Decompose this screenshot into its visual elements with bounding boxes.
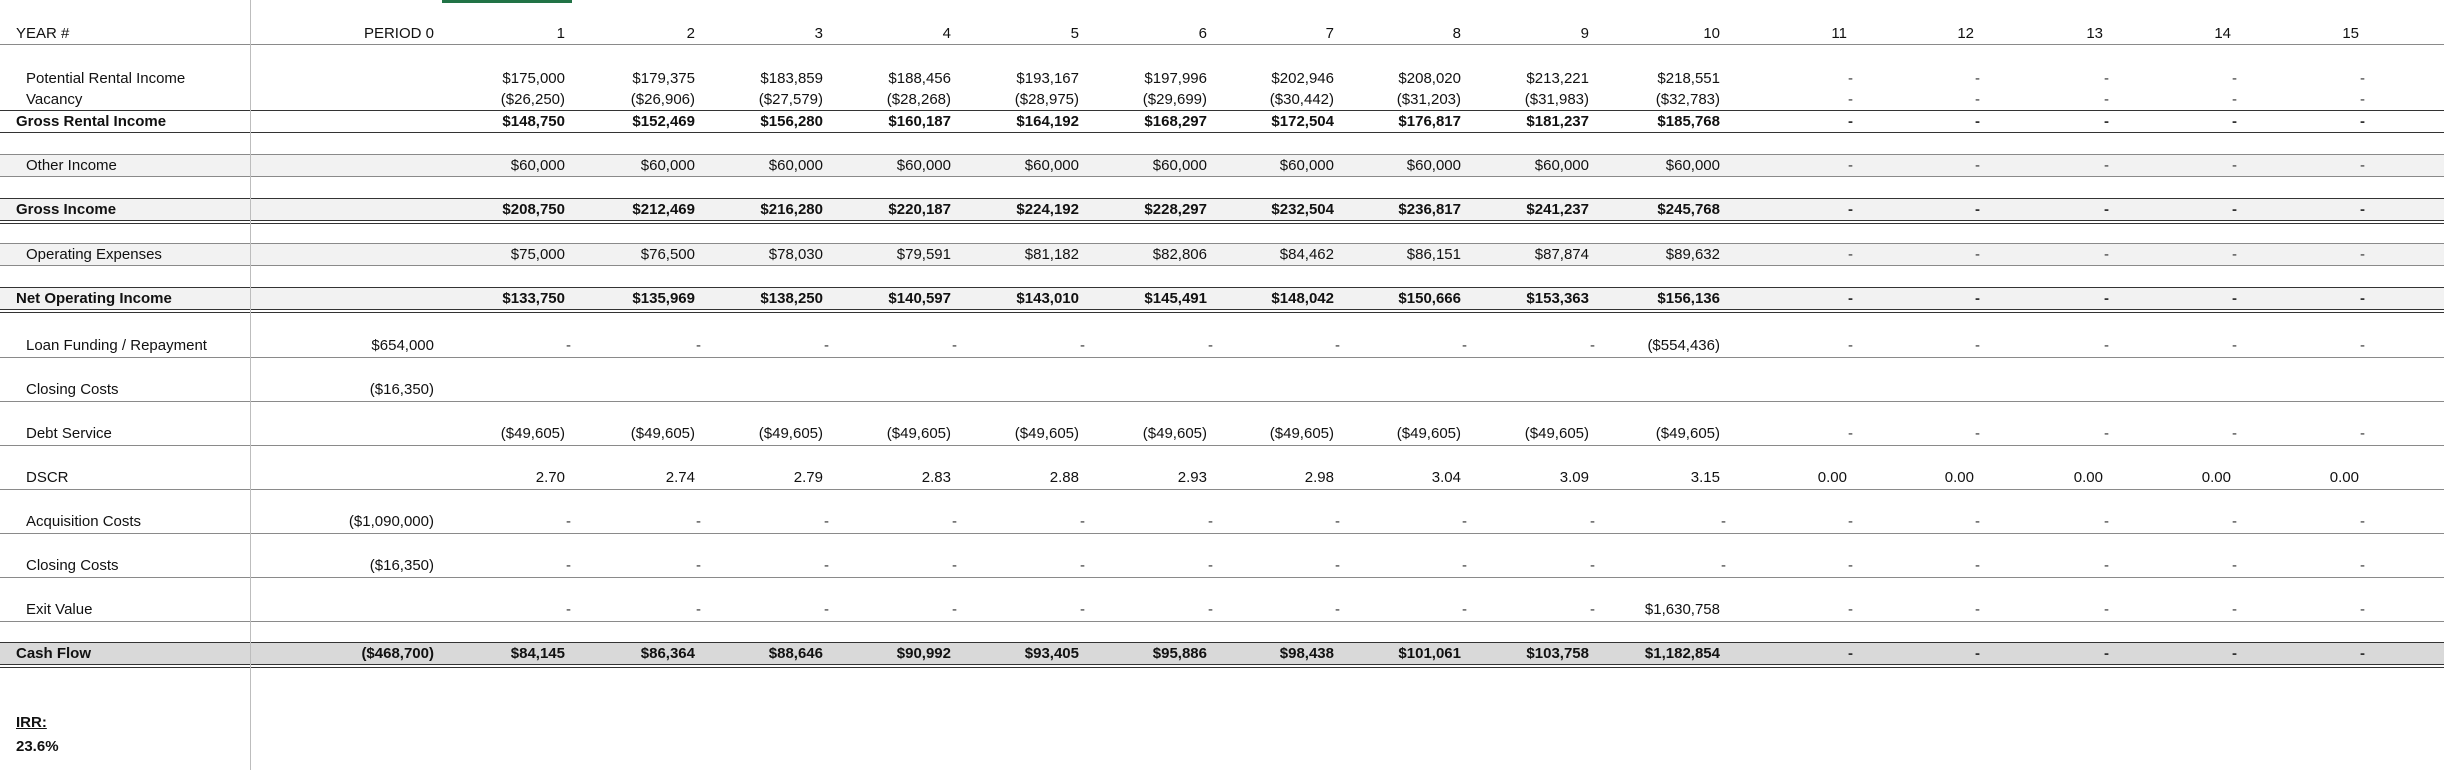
cell-value: 2.98: [1304, 469, 1334, 486]
cell-value: $176,817: [1398, 113, 1461, 130]
cell-value: $101,061: [1398, 645, 1461, 662]
header-col-text: PERIOD 0: [363, 25, 434, 42]
cell-value: $138,250: [760, 290, 823, 307]
rule-dscr: [0, 489, 2444, 490]
cell-value: -: [2232, 425, 2237, 442]
cell-value: $156,280: [760, 113, 823, 130]
rule-above-operating-expenses: [0, 243, 2444, 244]
header-col-text: 11: [1831, 25, 1847, 42]
cell-value: -: [824, 557, 829, 574]
cell-value: -: [952, 513, 957, 530]
cell-value: -: [1848, 513, 1853, 530]
cell-value: $86,364: [640, 645, 695, 662]
cell-value: -: [2232, 601, 2237, 618]
cell-value: -: [1335, 513, 1340, 530]
cell-value: 0.00: [1944, 469, 1974, 486]
cell-value: $60,000: [768, 157, 823, 174]
cell-value: -: [1590, 337, 1595, 354]
cell-value: -: [2104, 513, 2109, 530]
header-col-text: 4: [942, 25, 951, 42]
cell-value: $60,000: [1152, 157, 1207, 174]
cell-value: $202,946: [1271, 70, 1334, 87]
header-col-text: 13: [2086, 25, 2103, 42]
row-label-cash-flow[interactable]: Cash Flow: [16, 645, 92, 662]
cell-value: ($30,442): [1269, 91, 1334, 108]
cell-value: ($554,436): [1647, 337, 1720, 354]
cell-value: -: [2104, 337, 2109, 354]
cell-value: -: [1462, 601, 1467, 618]
rule-below-gross-rental: [0, 132, 2444, 133]
cell-value: -: [1721, 557, 1726, 574]
cell-value: -: [824, 601, 829, 618]
cell-value: -: [2232, 513, 2237, 530]
cell-value: ($49,605): [1142, 425, 1207, 442]
cell-value: $218,551: [1657, 70, 1720, 87]
cell-value: $78,030: [768, 246, 823, 263]
cell-value: ($16,350): [369, 557, 434, 574]
header-col-text: 7: [1325, 25, 1334, 42]
rule-below-other-income: [0, 176, 2444, 177]
cell-value: -: [2232, 70, 2237, 87]
cell-value: -: [2232, 246, 2237, 263]
row-label-vacancy[interactable]: Vacancy: [26, 91, 83, 108]
row-label-net-operating-income[interactable]: Net Operating Income: [16, 290, 172, 307]
cell-value: 2.88: [1049, 469, 1079, 486]
cell-value: -: [566, 513, 571, 530]
row-label-exit-value[interactable]: Exit Value: [26, 601, 93, 618]
rule-below-gross-income: [0, 220, 2444, 224]
rule-above-cash-flow: [0, 642, 2444, 643]
cell-value: -: [2360, 113, 2365, 130]
cell-value: ($32,783): [1655, 91, 1720, 108]
cell-value: $88,646: [768, 645, 823, 662]
cell-value: -: [1590, 601, 1595, 618]
cell-value: -: [2360, 601, 2365, 618]
cell-value: -: [952, 557, 957, 574]
cell-value: $98,438: [1279, 645, 1334, 662]
cell-value: -: [1975, 290, 1980, 307]
cell-value: $179,375: [632, 70, 695, 87]
cell-value: -: [1848, 70, 1853, 87]
header-rule: [0, 44, 2444, 45]
cell-value: ($26,906): [630, 91, 695, 108]
cell-value: -: [1975, 337, 1980, 354]
cell-value: -: [1462, 337, 1467, 354]
cell-value: $60,000: [1534, 157, 1589, 174]
cell-value: -: [566, 557, 571, 574]
cell-value: -: [1975, 113, 1980, 130]
cell-value: $172,504: [1271, 113, 1334, 130]
cell-value: $156,136: [1657, 290, 1720, 307]
header-col-text: 12: [1957, 25, 1974, 42]
cell-value: -: [2104, 601, 2109, 618]
row-label-debt-service[interactable]: Debt Service: [26, 425, 112, 442]
header-col-text: 6: [1198, 25, 1207, 42]
cell-value: $168,297: [1144, 113, 1207, 130]
row-label-gross-rental-income[interactable]: Gross Rental Income: [16, 113, 167, 130]
cell-value: ($28,975): [1014, 91, 1079, 108]
cell-value: $150,666: [1398, 290, 1461, 307]
cell-value: -: [2104, 290, 2109, 307]
cell-value: -: [2232, 157, 2237, 174]
cell-value: $241,237: [1526, 201, 1589, 218]
cell-value: $95,886: [1152, 645, 1207, 662]
cell-value: 2.93: [1177, 469, 1207, 486]
cell-value: ($49,605): [1014, 425, 1079, 442]
irr-value: 23.6%: [16, 738, 59, 755]
cell-value: -: [1975, 557, 1980, 574]
cell-value: 0.00: [2329, 469, 2359, 486]
cell-value: $60,000: [510, 157, 565, 174]
rule-closing-costs: [0, 401, 2444, 402]
cell-value: -: [2360, 557, 2365, 574]
cell-value: $208,750: [502, 201, 565, 218]
cell-value: ($29,699): [1142, 91, 1207, 108]
cell-value: -: [1590, 557, 1595, 574]
cell-value: $208,020: [1398, 70, 1461, 87]
cell-value: $86,151: [1406, 246, 1461, 263]
cell-value: -: [1721, 513, 1726, 530]
cell-value: -: [2360, 290, 2365, 307]
cell-value: $197,996: [1144, 70, 1207, 87]
cell-value: -: [1848, 246, 1853, 263]
cell-value: -: [952, 601, 957, 618]
row-label-operating-expenses[interactable]: Operating Expenses: [26, 246, 162, 263]
row-bg-operating-expenses: [0, 243, 2444, 265]
cell-value: -: [1848, 601, 1853, 618]
row-label-gross-income[interactable]: Gross Income: [16, 201, 117, 218]
cell-value: -: [952, 337, 957, 354]
cell-value: $103,758: [1526, 645, 1589, 662]
cell-value: $135,969: [632, 290, 695, 307]
cell-value: ($31,203): [1396, 91, 1461, 108]
row-label-closing-costs-acq[interactable]: Closing Costs: [26, 557, 119, 574]
cell-value: $181,237: [1526, 113, 1589, 130]
header-col-text: 3: [814, 25, 823, 42]
cell-value: -: [2360, 70, 2365, 87]
cell-value: $224,192: [1016, 201, 1079, 218]
cell-value: -: [1975, 601, 1980, 618]
cell-value: $145,491: [1144, 290, 1207, 307]
cell-value: -: [1335, 557, 1340, 574]
rule-closing-costs-2: [0, 577, 2444, 578]
cell-value: -: [2104, 557, 2109, 574]
cell-value: $654,000: [371, 337, 434, 354]
cell-value: ($49,605): [1269, 425, 1334, 442]
cell-value: $188,456: [888, 70, 951, 87]
cell-value: $213,221: [1526, 70, 1589, 87]
row-label-closing-costs-loan[interactable]: Closing Costs: [26, 381, 119, 398]
irr-label: IRR:: [16, 714, 47, 731]
cell-value: $87,874: [1534, 246, 1589, 263]
cell-value: $148,042: [1271, 290, 1334, 307]
cell-value: ($49,605): [886, 425, 951, 442]
cell-value: 0.00: [1817, 469, 1847, 486]
cell-value: -: [1848, 113, 1853, 130]
cell-value: -: [1208, 337, 1213, 354]
cell-value: $1,182,854: [1644, 645, 1720, 662]
rule-acquisition: [0, 533, 2444, 534]
rule-below-noi: [0, 309, 2444, 313]
cell-value: -: [2104, 157, 2109, 174]
header-col-text: 15: [2342, 25, 2359, 42]
cell-value: $76,500: [640, 246, 695, 263]
cell-value: -: [2360, 337, 2365, 354]
active-column-indicator: [442, 0, 572, 3]
cell-value: ($49,605): [758, 425, 823, 442]
cell-value: -: [696, 557, 701, 574]
cell-value: -: [1975, 91, 1980, 108]
cell-value: -: [1208, 557, 1213, 574]
cell-value: 0.00: [2201, 469, 2231, 486]
cell-value: -: [824, 337, 829, 354]
cell-value: ($31,983): [1524, 91, 1589, 108]
cell-value: $160,187: [888, 113, 951, 130]
cell-value: -: [1080, 337, 1085, 354]
row-bg-net-operating-income: [0, 287, 2444, 309]
cell-value: -: [2232, 201, 2237, 218]
cell-value: 2.74: [665, 469, 695, 486]
cell-value: -: [1848, 425, 1853, 442]
row-label-other-income[interactable]: Other Income: [26, 157, 117, 174]
cell-value: $84,462: [1279, 246, 1334, 263]
cell-value: -: [2360, 157, 2365, 174]
rule-above-noi: [0, 287, 2444, 288]
cell-value: -: [1848, 557, 1853, 574]
cell-value: $60,000: [1665, 157, 1720, 174]
cell-value: -: [2360, 201, 2365, 218]
header-col-text: 8: [1452, 25, 1461, 42]
rule-loan: [0, 357, 2444, 358]
cell-value: 3.04: [1431, 469, 1461, 486]
cell-value: -: [2104, 645, 2109, 662]
cell-value: ($16,350): [369, 381, 434, 398]
cell-value: $60,000: [896, 157, 951, 174]
cell-value: -: [1335, 601, 1340, 618]
rule-above-gross-income: [0, 198, 2444, 199]
cell-value: $185,768: [1657, 113, 1720, 130]
cell-value: -: [2360, 425, 2365, 442]
cell-value: -: [824, 513, 829, 530]
cell-value: $60,000: [1406, 157, 1461, 174]
cell-value: ($468,700): [361, 645, 434, 662]
cell-value: 0.00: [2073, 469, 2103, 486]
cell-value: $216,280: [760, 201, 823, 218]
year-header-label: YEAR #: [16, 25, 70, 42]
cell-value: -: [2104, 425, 2109, 442]
cell-value: -: [2232, 557, 2237, 574]
cell-value: $90,992: [896, 645, 951, 662]
row-bg-gross-income: [0, 199, 2444, 220]
cell-value: -: [1975, 513, 1980, 530]
row-bg-other-income: [0, 154, 2444, 176]
cell-value: -: [1848, 201, 1853, 218]
cell-value: ($49,605): [1655, 425, 1720, 442]
cell-value: -: [2232, 337, 2237, 354]
cell-value: $93,405: [1024, 645, 1079, 662]
cell-value: -: [2104, 113, 2109, 130]
cell-value: $232,504: [1271, 201, 1334, 218]
cell-value: $60,000: [1279, 157, 1334, 174]
cell-value: -: [2104, 201, 2109, 218]
cell-value: $148,750: [502, 113, 565, 130]
row-label-acquisition-costs[interactable]: Acquisition Costs: [26, 513, 142, 530]
header-col-text: 2: [686, 25, 695, 42]
header-col-text: 5: [1070, 25, 1079, 42]
cell-value: $79,591: [896, 246, 951, 263]
cell-value: $1,630,758: [1644, 601, 1720, 618]
cell-value: -: [566, 337, 571, 354]
cell-value: ($49,605): [630, 425, 695, 442]
cell-value: $212,469: [632, 201, 695, 218]
cell-value: -: [1975, 70, 1980, 87]
cell-value: -: [2360, 91, 2365, 108]
cell-value: $133,750: [502, 290, 565, 307]
cell-value: -: [1208, 601, 1213, 618]
cell-value: 2.79: [793, 469, 823, 486]
cell-value: -: [1080, 557, 1085, 574]
cell-value: $75,000: [510, 246, 565, 263]
cell-value: -: [1590, 513, 1595, 530]
cell-value: -: [1848, 337, 1853, 354]
cell-value: $84,145: [510, 645, 565, 662]
cell-value: $228,297: [1144, 201, 1207, 218]
cell-value: $89,632: [1665, 246, 1720, 263]
rule-above-other-income: [0, 154, 2444, 155]
cell-value: 3.09: [1559, 469, 1589, 486]
cell-value: ($49,605): [1524, 425, 1589, 442]
cell-value: $140,597: [888, 290, 951, 307]
cell-value: -: [1848, 645, 1853, 662]
rule-debt-service: [0, 445, 2444, 446]
rule-above-gross-rental: [0, 110, 2444, 111]
cell-value: -: [566, 601, 571, 618]
header-col-text: 10: [1703, 25, 1720, 42]
cell-value: -: [2232, 91, 2237, 108]
cell-value: ($27,579): [758, 91, 823, 108]
cell-value: $153,363: [1526, 290, 1589, 307]
rule-below-cash-flow: [0, 664, 2444, 668]
cell-value: -: [1975, 425, 1980, 442]
cell-value: 2.70: [535, 469, 565, 486]
cell-value: $245,768: [1657, 201, 1720, 218]
header-col-text: 1: [556, 25, 565, 42]
row-label-potential-rental-income[interactable]: Potential Rental Income: [26, 70, 186, 87]
cell-value: -: [2232, 113, 2237, 130]
cell-value: -: [1208, 513, 1213, 530]
cell-value: -: [1975, 246, 1980, 263]
cell-value: -: [696, 601, 701, 618]
header-col-text: 14: [2214, 25, 2231, 42]
cell-value: -: [2360, 246, 2365, 263]
cell-value: $220,187: [888, 201, 951, 218]
cell-value: $60,000: [1024, 157, 1079, 174]
cell-value: -: [2104, 91, 2109, 108]
cell-value: ($49,605): [1396, 425, 1461, 442]
cell-value: -: [1848, 290, 1853, 307]
cell-value: $193,167: [1016, 70, 1079, 87]
cell-value: -: [2360, 513, 2365, 530]
cell-value: $143,010: [1016, 290, 1079, 307]
cell-value: -: [1080, 513, 1085, 530]
row-label-dscr[interactable]: DSCR: [26, 469, 69, 486]
cell-value: -: [1462, 557, 1467, 574]
cell-value: $81,182: [1024, 246, 1079, 263]
cell-value: -: [2232, 290, 2237, 307]
cell-value: -: [2232, 645, 2237, 662]
cell-value: -: [2104, 246, 2109, 263]
rule-below-operating-expenses: [0, 265, 2444, 266]
cell-value: ($49,605): [500, 425, 565, 442]
cell-value: $175,000: [502, 70, 565, 87]
cell-value: $60,000: [640, 157, 695, 174]
cell-value: $236,817: [1398, 201, 1461, 218]
cell-value: -: [696, 337, 701, 354]
cell-value: ($26,250): [500, 91, 565, 108]
cell-value: -: [696, 513, 701, 530]
cell-value: -: [1975, 201, 1980, 218]
cell-value: -: [2104, 70, 2109, 87]
cell-value: -: [1462, 513, 1467, 530]
header-col-text: 9: [1580, 25, 1589, 42]
cell-value: 3.15: [1690, 469, 1720, 486]
cell-value: $164,192: [1016, 113, 1079, 130]
row-label-loan-funding-repayment[interactable]: Loan Funding / Repayment: [26, 337, 207, 354]
cell-value: ($28,268): [886, 91, 951, 108]
cell-value: -: [2360, 645, 2365, 662]
column-divider: [250, 0, 251, 770]
cell-value: -: [1335, 337, 1340, 354]
cell-value: ($1,090,000): [348, 513, 434, 530]
cell-value: -: [1080, 601, 1085, 618]
cell-value: 2.83: [921, 469, 951, 486]
cell-value: -: [1975, 157, 1980, 174]
cell-value: -: [1848, 91, 1853, 108]
rule-exit-value: [0, 621, 2444, 622]
cell-value: $183,859: [760, 70, 823, 87]
cell-value: -: [1848, 157, 1853, 174]
cell-value: $82,806: [1152, 246, 1207, 263]
cell-value: $152,469: [632, 113, 695, 130]
cell-value: -: [1975, 645, 1980, 662]
